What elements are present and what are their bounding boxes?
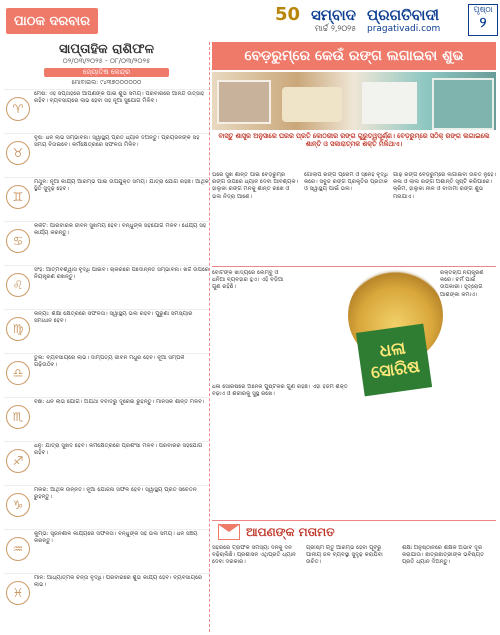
photo-pillows [362, 82, 417, 124]
zodiac-icon: ♑ [6, 493, 30, 517]
sign-text: ବିଛା: ଧନ ଲାଭ ଯୋଗ। ଅଯଥା ବିବାଦରୁ ଦୂରେଇ ରୁହନ୍ତୁ। ମାନସିକ ଶାନ୍ତି ମିଳିବ। [34, 399, 205, 405]
sign-item [4, 265, 209, 309]
horoscope-dates: ୦୨/୦୩/୨୦୨୫ - ୦୮/୦୩/୨୦୨୫ [62, 57, 151, 65]
sign-item [4, 485, 209, 529]
horoscope-author: ଜ୍ୟୋତିଷ କେନ୍ଦ୍ର [44, 68, 169, 77]
photo-teal-room [432, 78, 494, 130]
article-col-1: ଘରେ ସୁଖ ଶାନ୍ତି ପାଇଁ ବେଡ଼ରୁମ୍‌ର ରଙ୍ଗ ଉପରେ ଧ୍ୟାନ ଦେବା ଆବଶ୍ୟକ। ହାଲୁକା ରଙ୍ଗ ମନକୁ ଶାନ୍ତ ରଖେ ଓ ଭଲ ନିଦ୍ରା ଆଣେ। [212, 172, 299, 200]
divider [212, 266, 496, 267]
website: pragativadi.com [367, 24, 441, 34]
sign-item [4, 177, 209, 221]
sign-text: ବୃଷ: ଧନ ଲାଭ ସମ୍ଭାବନା। ସ୍ୱାସ୍ଥ୍ୟ ପ୍ରତି ଧ୍ୟାନ ଦିଅନ୍ତୁ। ପ୍ରିୟଜନଙ୍କ ସହ ସମୟ ବିତାଇବେ। କର୍ମକ୍ଷେତ୍ରରେ ସଫଳତା ମିଳିବ। [34, 135, 200, 148]
divider-letters [212, 520, 496, 521]
sign-text: ତୁଳା: ବ୍ୟବସାୟରେ ଲାଭ। ଦାମ୍ପତ୍ୟ ଜୀବନ ମଧୁର ହେବ। ନୂଆ ସମ୍ପର୍କ ଗଢ଼ିଉଠିବ। [34, 355, 185, 368]
sign-text: କୁମ୍ଭ: ସୃଜନଶୀଳ କାର୍ଯ୍ୟରେ ସଫଳତା। ବନ୍ଧୁଙ୍କ ସହ ଭଲ ସମୟ। ଧନ ସଞ୍ଚୟ କରନ୍ତୁ। [34, 531, 198, 544]
photo-caption: ବାସ୍ତୁ ଶାସ୍ତ୍ର ଅନୁସାରେ ଘରର ପ୍ରତି କୋଠରୀର ରଙ୍ଗ ଗୁରୁତ୍ୱପୂର୍ଣ୍ଣ। ବେଡ଼ରୁମ୍‌ରେ ସଠିକ୍ ରଙ୍ଗ ଲଗାଇଲେ ଶାନ୍ତି ଓ ସକାରାତ୍ମକ ଶକ୍ତି ମିଳିଥାଏ। [218, 132, 490, 148]
issue-date: ମାର୍ଚ୍ଚ ୨,୨୦୨୫ [315, 24, 357, 33]
zodiac-icon: ♋ [6, 229, 30, 253]
sign-item [4, 133, 209, 177]
page-number-box [468, 4, 498, 36]
envelope-icon [218, 524, 240, 540]
zodiac-icon: ♎ [6, 361, 30, 385]
zodiac-icon: ♌ [6, 273, 30, 297]
section-tab: ପାଠକ ଦରବାର [6, 8, 98, 34]
photo-bed [282, 87, 342, 122]
sign-text: କନ୍ୟା: ଶିକ୍ଷା କ୍ଷେତ୍ରରେ ସଫଳତା। ସ୍ୱାସ୍ଥ୍ୟ ଭଲ ରହିବ। ପୁରୁଣା ସମସ୍ୟାର ସମାଧାନ ହେବ। [34, 311, 193, 324]
sign-text: ମୀନ: ଆଧ୍ୟାତ୍ମିକ ଚିନ୍ତା ବୃଦ୍ଧି। ପରିବାରରେ ଶୁଭ କାର୍ଯ୍ୟ ହେବ। ବ୍ୟବସାୟରେ ଲାଭ। [34, 575, 203, 588]
zodiac-icon: ♐ [6, 449, 30, 473]
letter-2: ଗ୍ରୀଷ୍ମ ଋତୁ ଆରମ୍ଭ ହେବା ପୂର୍ବରୁ ପାନୀୟ ଜଳ ବ୍ୟବସ୍ଥା ସୁଦୃଢ଼ କରାଯିବା ଉଚିତ। [306, 545, 383, 566]
horoscope-contact: ମୋବାଇଲ: ୯୪୩୭୦୦୦୦୦୦ [71, 79, 142, 86]
feature-body: ଧଳା ସୋରିଷରେ ଅନେକ ପୁଷ୍ଟିକର ଗୁଣ ରହିଛି। ଏହା ହଜମ ଶକ୍ତି ବଢ଼ାଏ ଓ ଶରୀରକୁ ସୁସ୍ଥ ରଖେ। [212, 384, 348, 398]
anniversary-badge: 50 [275, 4, 301, 25]
sign-text: ସିଂହ: ଆତ୍ମବିଶ୍ୱାସ ବୃଦ୍ଧି ପାଇବ। ଚାକିରିରେ ପଦୋନ୍ନତି ସମ୍ଭାବନା। ଖର୍ଚ୍ଚ ଉପରେ ନିୟନ୍ତ୍ରଣ ରଖନ୍ତୁ। [34, 267, 209, 280]
sign-item [4, 309, 209, 353]
sign-item [4, 573, 209, 617]
masthead [275, 2, 465, 40]
letters-header [212, 522, 496, 542]
sign-item [4, 441, 209, 485]
sign-item [4, 529, 209, 573]
sign-list [4, 89, 209, 617]
feature-title-box [356, 324, 432, 397]
bedroom-photo [212, 72, 496, 130]
page-label: ପୃଷ୍ଠା [473, 5, 493, 14]
sign-text: ମକର: ଆର୍ଥିକ ଉନ୍ନତି। ନୂଆ ଯୋଜନା ସଫଳ ହେବ। ସ୍ୱାସ୍ଥ୍ୟ ପ୍ରତି ସଚେତନ ରୁହନ୍ତୁ। [34, 487, 197, 500]
feature-side: ରକ୍ତଚାପ ନିୟନ୍ତ୍ରଣ କରେ। ଚର୍ମ ପାଇଁ ଉପକାରୀ। ହୃଦ୍‌ରୋଗ ଆଶଙ୍କା କମାଏ। [440, 270, 484, 298]
top-bar [0, 0, 500, 40]
zodiac-icon: ♏ [6, 405, 30, 429]
article-headline: ବେଡ଼ରୁମ୍‌ରେ କେଉଁ ରଙ୍ଗ ଲଗାଇବା ଶୁଭ [212, 42, 496, 70]
sign-text: ଧନୁ: ଯାତ୍ରା ସୁଖଦ ହେବ। କର୍ମକ୍ଷେତ୍ରରେ ପ୍ରଶଂସା ମିଳିବ। ପରିବାରର ସହଯୋଗ ରହିବ। [34, 443, 203, 456]
letter-1: ସହରରେ ଟ୍ରାଫିକ ସମସ୍ୟା ଦିନକୁ ଦିନ ବଢ଼ିଚାଲିଛି। ପ୍ରଶାସନ ଏଥିପ୍ରତି ଧ୍ୟାନ ଦେବା ଦରକାର। [212, 545, 296, 566]
brand-prefix: ସମ୍ବାଦ [311, 6, 356, 24]
sign-item [4, 353, 209, 397]
zodiac-icon: ♓ [6, 581, 30, 605]
zodiac-icon: ♉ [6, 141, 30, 165]
zodiac-icon: ♒ [6, 537, 30, 561]
photo-wall-art [217, 80, 271, 124]
zodiac-icon: ♍ [6, 317, 30, 341]
zodiac-icon: ♈ [6, 97, 30, 121]
brand-name: ପ୍ରଗତିବାଦୀ [367, 6, 440, 24]
horoscope-column [4, 42, 210, 632]
sign-text: ମିଥୁନ: ନୂଆ କାର୍ଯ୍ୟ ଆରମ୍ଭ ପାଇଁ ଉପଯୁକ୍ତ ସମୟ। ଯାତ୍ରା ଯୋଗ ରହିଛି। ଆର୍ଥିକ ସ୍ଥିତି ସୁଦୃଢ଼ ହେବ। [34, 179, 209, 192]
article-col-3: ଗାଢ଼ ରଙ୍ଗ ବେଡ଼ରୁମ୍‌ରେ ଲଗାଇବା ଉଚିତ ନୁହେଁ। କଳା ଓ ଲାଲ ରଙ୍ଗ ଅଶାନ୍ତି ସୃଷ୍ଟି କରିପାରେ। କ୍ରିମ, ହାଲୁକା ନୀଳ ଓ ବାଦାମୀ ରଙ୍ଗ ଶୁଭ ମନାଯାଏ। [393, 172, 496, 262]
sign-text: କର୍କଟ: ପାରିବାରିକ ଜୀବନ ସୁଖମୟ ହେବ। ବନ୍ଧୁଙ୍କ ସହଯୋଗ ମିଳିବ। ଧୈର୍ଯ୍ୟ ସହ କାର୍ଯ୍ୟ କରନ୍ତୁ। [34, 223, 207, 236]
article-col-2: ଗୋଲାପି ରଙ୍ଗ ପ୍ରେମ ଓ ସ୍ନେହ ବୃଦ୍ଧି କରେ। ସବୁଜ ରଙ୍ଗ ପ୍ରକୃତିର ପ୍ରତୀକ ଓ ସ୍ୱାସ୍ଥ୍ୟ ପାଇଁ ଭଲ। [304, 172, 388, 193]
feature-title-b: ସୋରିଷ [369, 356, 421, 384]
sign-item [4, 221, 209, 265]
horoscope-title: ସାପ୍ତାହିକ ରାଶିଫଳ [58, 42, 155, 57]
letter-3: ଶିକ୍ଷା ଅନୁଷ୍ଠାନରେ ଶିକ୍ଷକ ଅଭାବ ଦୂର କରାଯାଉ। ଛାତ୍ରଛାତ୍ରୀଙ୍କ ଭବିଷ୍ୟତ ପ୍ରତି ଧ୍ୟାନ ଦିଅନ୍ତୁ। [402, 545, 485, 566]
page-number: ୨ [479, 15, 487, 31]
sign-text: ମେଷ: ଏହି ସପ୍ତାହରେ ଆପଣଙ୍କ ପାଇଁ ଶୁଭ ସମୟ। ପରିବାରରେ ଆନନ୍ଦ ଉତ୍ସାହ ରହିବ। ବ୍ୟବସାୟରେ ଲାଭ ହେବା ସହ ନୂଆ ସୁଯୋଗ ମିଳିବ। [34, 91, 205, 104]
sign-item [4, 397, 209, 441]
zodiac-icon: ♊ [6, 185, 30, 209]
feature-title-a: ଧଳା [378, 338, 407, 362]
sign-item [4, 89, 209, 133]
feature-intro: ବୋଟିଙ୍କ ଖାଦ୍ୟରେ ଲେମ୍ବୁ ଓ ଧନିଆ ବ୍ୟବହାର ହୁଏ। ଏହି ବଡ଼ିଆ ଗୁଣ ରହିଛି। [212, 270, 284, 291]
letters-title: ଆପଣଙ୍କ ମତାମତ [246, 524, 335, 539]
